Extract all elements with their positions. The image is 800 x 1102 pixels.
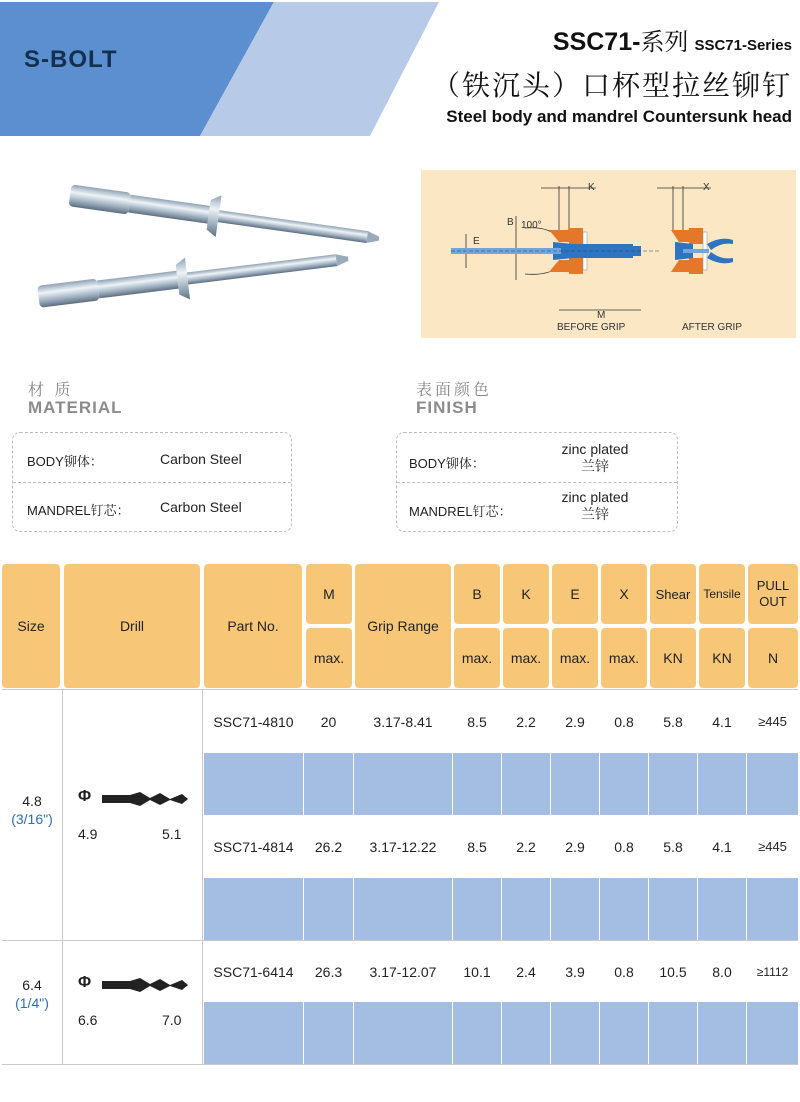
drill-cell — [78, 788, 188, 848]
col-sep — [452, 753, 453, 1064]
size-mm: 4.8 — [22, 793, 42, 809]
part-no-cell: SSC71-4810 — [213, 713, 294, 730]
th-x-unit: max. — [601, 628, 647, 688]
b-cell: 10.1 — [463, 963, 491, 980]
product-title-en: Steel body and mandrel Countersunk head — [446, 107, 792, 126]
size-inch: (3/16") — [11, 811, 53, 827]
m-cell: 20 — [320, 713, 337, 730]
dim-m-label: M — [597, 310, 606, 321]
drill-min: 6.6 — [78, 1012, 98, 1028]
size-mm: 6.4 — [22, 977, 42, 993]
x-cell: 0.8 — [614, 963, 634, 980]
e-cell: 2.9 — [565, 713, 585, 730]
finish-mandrel-value-en: zinc plated — [561, 489, 629, 505]
e-cell: 2.9 — [565, 838, 585, 855]
col-sep — [599, 753, 600, 1064]
col-sep — [550, 753, 551, 1064]
product-title-cn: （铁沉头）口杯型拉丝铆钉 — [431, 70, 792, 101]
shear-cell: 5.8 — [663, 713, 683, 730]
col-sep — [303, 753, 304, 1064]
e-cell: 3.9 — [565, 963, 585, 980]
dim-e-label: E — [473, 236, 480, 247]
col-sep — [353, 753, 354, 1064]
tensile-cell: 8.0 — [712, 963, 732, 980]
col-sep-size — [62, 689, 63, 1064]
angle-label: 100° — [521, 220, 542, 231]
material-mandrel-value: Carbon Steel — [160, 499, 242, 515]
phi-symbol: Φ — [78, 788, 92, 805]
x-cell: 0.8 — [614, 838, 634, 855]
finish-mandrel-key: MANDREL钉芯： — [409, 504, 512, 519]
material-mandrel-key: MANDREL钉芯： — [27, 503, 130, 518]
dim-b-label: B — [507, 217, 514, 228]
shear-cell: 10.5 — [659, 963, 687, 980]
material-divider — [13, 482, 291, 483]
th-m: M — [306, 564, 352, 624]
th-pullout: PULL OUT — [748, 564, 798, 624]
drill-bit-icon — [100, 976, 190, 994]
grip-cell: 3.17-8.41 — [373, 713, 433, 730]
size-cell — [2, 792, 62, 828]
drill-bit-icon — [100, 790, 190, 808]
dim-x-label: X — [703, 182, 710, 193]
col-sep — [501, 753, 502, 1064]
drill-max: 5.1 — [162, 826, 182, 842]
m-cell: 26.2 — [314, 838, 343, 855]
series-title — [553, 22, 792, 57]
col-sep — [697, 753, 698, 1064]
finish-title-cn: 表面颜色 — [416, 382, 493, 399]
finish-divider — [397, 482, 677, 483]
brand-logo-text: S-BOLT — [24, 46, 118, 73]
series-cn: 系列 — [640, 29, 689, 56]
grip-cell: 3.17-12.07 — [369, 963, 437, 980]
series-code: SSC71- — [552, 28, 641, 56]
finish-body-value-cn: 兰锌 — [581, 458, 609, 474]
finish-body-key: BODY铆体： — [409, 456, 485, 471]
th-e-unit: max. — [552, 628, 598, 688]
size-inch: (1/4") — [15, 995, 49, 1011]
x-cell: 0.8 — [614, 713, 634, 730]
th-k: K — [503, 564, 549, 624]
k-cell: 2.4 — [516, 963, 536, 980]
b-cell: 8.5 — [467, 838, 487, 855]
material-title-cn: 材 质 — [28, 382, 74, 399]
th-x: X — [601, 564, 647, 624]
after-grip-label: AFTER GRIP — [682, 322, 743, 333]
col-sep — [746, 753, 747, 1064]
rivet-product-image — [30, 180, 400, 320]
finish-title-en: FINISH — [416, 398, 478, 417]
th-tensile-unit: KN — [699, 628, 745, 688]
finish-body-value-en: zinc plated — [561, 441, 629, 457]
col-sep-drill — [202, 689, 203, 1064]
th-k-unit: max. — [503, 628, 549, 688]
material-body-key: BODY铆体： — [27, 454, 103, 469]
k-cell: 2.2 — [516, 713, 536, 730]
finish-body-value — [545, 441, 645, 475]
th-b-unit: max. — [454, 628, 500, 688]
pullout-cell: ≥445 — [758, 839, 787, 854]
th-pullout-unit: N — [748, 628, 798, 688]
dim-k-label: K — [588, 182, 595, 193]
tensile-cell: 4.1 — [712, 838, 732, 855]
k-cell: 2.2 — [516, 838, 536, 855]
part-no-cell: SSC71-6414 — [213, 963, 294, 980]
part-no-cell: SSC71-4814 — [213, 838, 294, 855]
size-cell — [2, 976, 62, 1012]
grip-diagram — [421, 170, 796, 338]
th-b: B — [454, 564, 500, 624]
page-header — [0, 0, 800, 136]
shear-cell: 5.8 — [663, 838, 683, 855]
pullout-cell: ≥1112 — [756, 964, 789, 979]
finish-box — [396, 432, 678, 532]
series-en: SSC71-Series — [694, 37, 792, 54]
pullout-cell: ≥445 — [758, 714, 787, 729]
drill-max: 7.0 — [162, 1012, 182, 1028]
col-sep — [648, 753, 649, 1064]
material-box — [12, 432, 292, 532]
th-size: Size — [2, 564, 60, 688]
rivet-section-drawing — [421, 170, 796, 338]
finish-mandrel-value — [545, 489, 645, 523]
th-shear: Shear — [650, 564, 696, 624]
drill-cell — [78, 974, 188, 1034]
finish-mandrel-value-cn: 兰锌 — [581, 506, 609, 522]
th-tensile: Tensile — [699, 564, 745, 624]
th-drill: Drill — [64, 564, 200, 688]
material-title-en: MATERIAL — [28, 398, 123, 417]
phi-symbol: Φ — [78, 974, 92, 991]
th-e: E — [552, 564, 598, 624]
grip-cell: 3.17-12.22 — [369, 838, 437, 855]
tensile-cell: 4.1 — [712, 713, 732, 730]
th-grip-range: Grip Range — [355, 564, 451, 688]
th-shear-unit: KN — [650, 628, 696, 688]
before-grip-label: BEFORE GRIP — [557, 322, 626, 333]
b-cell: 8.5 — [467, 713, 487, 730]
m-cell: 26.3 — [314, 963, 343, 980]
th-m-unit: max. — [306, 628, 352, 688]
th-part-no: Part No. — [204, 564, 302, 688]
drill-min: 4.9 — [78, 826, 98, 842]
table-bottom-rule — [2, 1064, 798, 1065]
material-body-value: Carbon Steel — [160, 451, 242, 467]
